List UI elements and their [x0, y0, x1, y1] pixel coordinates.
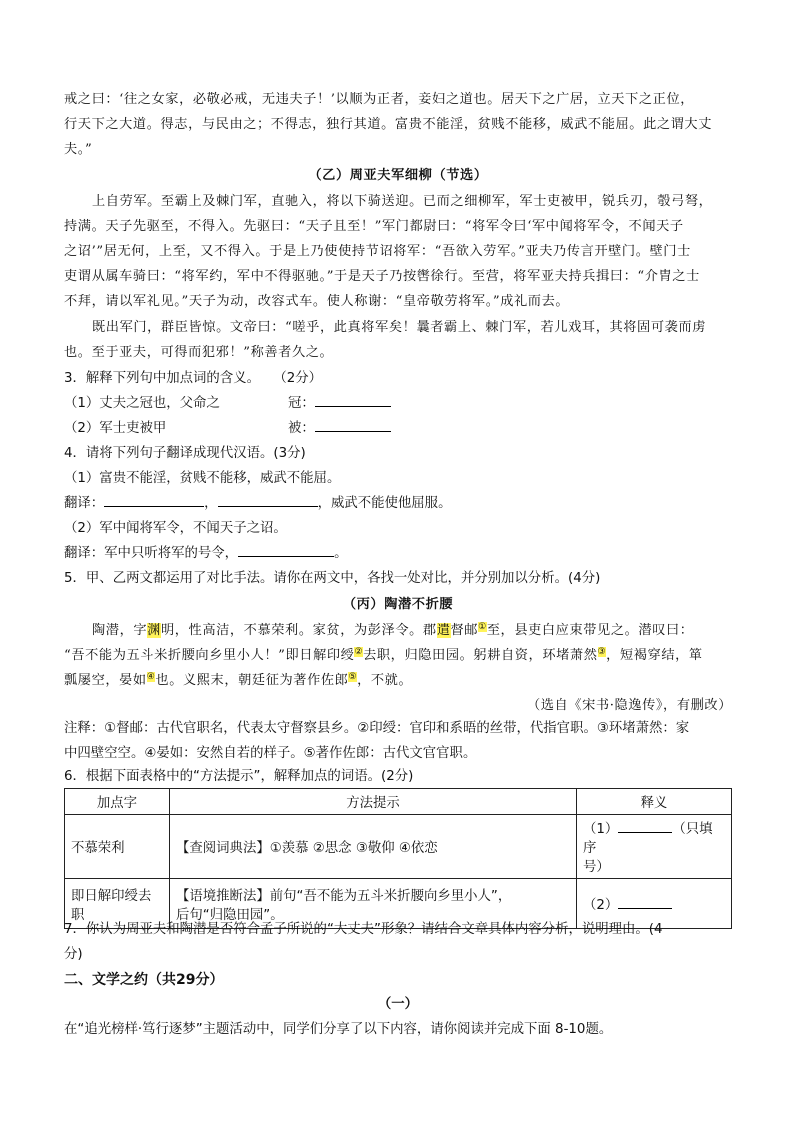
q6-header-hint: 方法提示: [170, 789, 577, 815]
bing-line-3: [64, 669, 412, 688]
bing-source: （选自《宋书·隐逸传》，有删改）: [526, 698, 732, 713]
q6-header-meaning: 释义: [577, 789, 732, 815]
bing-l3-a: 瓢屡空，晏如: [64, 673, 147, 688]
q4-stem: 4．请将下列句子翻译成现代汉语。(3分): [64, 446, 306, 461]
q3-item-1: [64, 392, 220, 411]
q3-answer-1-label: 冠：: [288, 396, 315, 411]
note-marker-4: ④: [146, 671, 156, 682]
yi-line-5: 不拜，请以军礼见。”天子为动，改容式车。使人称谢：“皇帝敬劳将军。”成礼而去。: [64, 294, 570, 309]
note-marker-5: ⑤: [348, 671, 358, 682]
bing-l2-a: “吾不能为五斗米折腰向乡里小人！”即日解印绶: [64, 648, 355, 663]
q6-row2-hint-b: 后句“归隐田园”。: [176, 907, 284, 923]
note-marker-3: ③: [597, 646, 607, 657]
q6-row1-answer-note-tail: 号）: [583, 860, 610, 875]
bing-l1-d: 至，县吏白应束带见之。潜叹曰：: [486, 623, 694, 638]
q6-row1-blank[interactable]: [618, 820, 672, 833]
section2-intro: 在“追光榜样·笃行逐梦”主题活动中，同学们分享了以下内容，请你阅读并完成下面 8-10题。: [64, 1022, 613, 1037]
q6-row2-answer-prefix: （2）: [583, 898, 619, 913]
yi-title: （乙）周亚夫军细柳（节选）: [308, 168, 488, 183]
q7-line-2: 分): [64, 947, 83, 962]
yi-line-7: 也。至于亚夫，可得而犯邪！”称善者久之。: [64, 345, 334, 360]
bing-note-2: 中四壁空空。④晏如：安然自若的样子。⑤著作佐郎：古代文官官职。: [64, 746, 477, 761]
q6-row1-word: 不慕荣利: [65, 815, 170, 879]
bing-line-2: [64, 644, 703, 663]
q6-table: [64, 788, 732, 929]
q3-answer-2: [288, 417, 391, 436]
bing-l3-c: ，不就。: [357, 673, 413, 688]
q4-t1-comma: ，: [204, 496, 218, 511]
q7-line-1: 7．你认为周亚夫和陶潜是否符合孟子所说的“大丈夫”形象？请结合文章具体内容分析，说明理由。(4: [64, 922, 663, 937]
bing-l2-c: ，短褐穿结，箪: [606, 648, 703, 663]
section2-subtitle: （一）: [377, 997, 419, 1012]
bing-l3-b: 也。义熙末，朝廷征为著作佐郎: [155, 673, 349, 688]
bing-line-1: [92, 619, 694, 638]
jia-line-2: 行天下之大道。得志，与民由之；不得志，独行其道。富贵不能淫，贫贱不能移，威武不能屈。此之谓大丈: [64, 117, 713, 132]
q6-header-word: 加点字: [65, 789, 170, 815]
q6-row2-hint-a: 【语境推断法】前句“吾不能为五斗米折腰向乡里小人”，: [176, 888, 512, 904]
q3-item-2-text: （2）军士吏被甲: [64, 421, 167, 436]
q4-t1-blank-b[interactable]: [218, 494, 318, 507]
q4-t2-suffix: 。: [334, 546, 348, 561]
q3-answer-1: [288, 392, 391, 411]
q4-t2-blank[interactable]: [238, 544, 334, 557]
note-marker-1: ①: [478, 621, 487, 632]
q4-t1-prefix: 翻译：: [64, 496, 105, 511]
highlight-qian: 遣: [436, 623, 451, 638]
q4-t1-blank-a[interactable]: [104, 494, 204, 507]
q3-answer-2-blank[interactable]: [315, 419, 391, 432]
q3-stem: 3．解释下列句中加点词的含义。 （2分）: [64, 371, 323, 386]
q4-sentence-2: （2）军中闻将军令，不闻天子之诏。: [64, 521, 287, 536]
note-marker-2: ②: [354, 646, 364, 657]
yi-line-4: 吏谓从属车骑曰：“将军约，军中不得驱驰。”于是天子乃按辔徐行。至营，将军亚夫持兵揖曰：“介胄之士: [64, 269, 700, 284]
q6-table-row: [65, 815, 732, 879]
yi-line-3: 之诏’”居无何，上至，又不得入。于是上乃使使持节诏将军：“吾欲入劳军。”亚夫乃传言开壁门。壁门士: [64, 244, 691, 259]
section2-title: 二、文学之约（共29分）: [64, 972, 224, 988]
bing-l2-b: 去职，归隐田园。躬耕自资，环堵萧然: [363, 648, 598, 663]
q6-row2-word: 即日解印绶去职: [65, 879, 170, 929]
q4-t1-suffix: ，威武不能使他屈服。: [317, 496, 452, 511]
jia-line-3: 夫。”: [64, 142, 93, 157]
q5-stem: 5．甲、乙两文都运用了对比手法。请你在两文中，各找一处对比，并分别加以分析。(4分): [64, 571, 601, 586]
bing-l1-c: 督邮: [450, 623, 479, 638]
yi-line-2: 持满。天子先驱至，不得入。先驱曰：“天子且至！”军门都尉曰：“将军令曰‘军中闻将军令，不闻天子: [64, 219, 684, 234]
bing-note-1: 注释：①督邮：古代官职名，代表太守督察县乡。②印绶：官印和系晤的丝带，代指官职。③环堵萧然：家: [64, 721, 690, 736]
q4-translation-1: [64, 492, 451, 511]
q4-sentence-1: （1）富贵不能淫，贫贱不能移，威武不能屈。: [64, 471, 341, 486]
q6-table-header: [65, 789, 732, 815]
bing-l1-a: 陶潜，字: [92, 623, 148, 638]
q3-answer-2-label: 被：: [288, 421, 315, 436]
q3-item-1-text: （1）丈夫之冠也，父命之: [64, 396, 220, 411]
yi-line-1: 上自劳军。至霸上及棘门军，直驰入，将以下骑送迎。已而之细柳军，军士吏被甲，锐兵刃，彀弓弩，: [92, 194, 713, 209]
q6-stem: 6．根据下面表格中的“方法提示”，解释加点的词语。(2分): [64, 769, 414, 784]
highlight-yuan: 渊: [147, 623, 161, 638]
bing-title: （丙）陶潜不折腰: [342, 597, 454, 612]
q6-row1-answer-note: （只填序: [583, 822, 713, 856]
q3-item-2: [64, 417, 166, 436]
q6-row1-answer-prefix: （1）: [583, 822, 619, 837]
q4-t2-prefix: 翻译：军中只听将军的号令，: [64, 546, 239, 561]
jia-line-1: 戒之曰：‘往之女家，必敬必戒，无违夫子！’以顺为正者，妾妇之道也。居天下之广居，立天下之正位，: [64, 92, 695, 107]
q6-row1-hint: 【查阅词典法】①羡慕 ②思念 ③敬仰 ④依恋: [170, 815, 577, 879]
yi-line-6: 既出军门，群臣皆惊。文帝曰：“嗟乎，此真将军矣！曩者霸上、棘门军，若儿戏耳，其将固可袭而虏: [92, 320, 706, 335]
q3-answer-1-blank[interactable]: [315, 394, 391, 407]
q6-row1-answer: [577, 815, 732, 879]
q4-translation-2: [64, 542, 347, 561]
q6-row2-blank[interactable]: [618, 896, 672, 909]
bing-l1-b: 明，性高洁，不慕荣利。家贫，为彭泽令。郡: [160, 623, 437, 638]
